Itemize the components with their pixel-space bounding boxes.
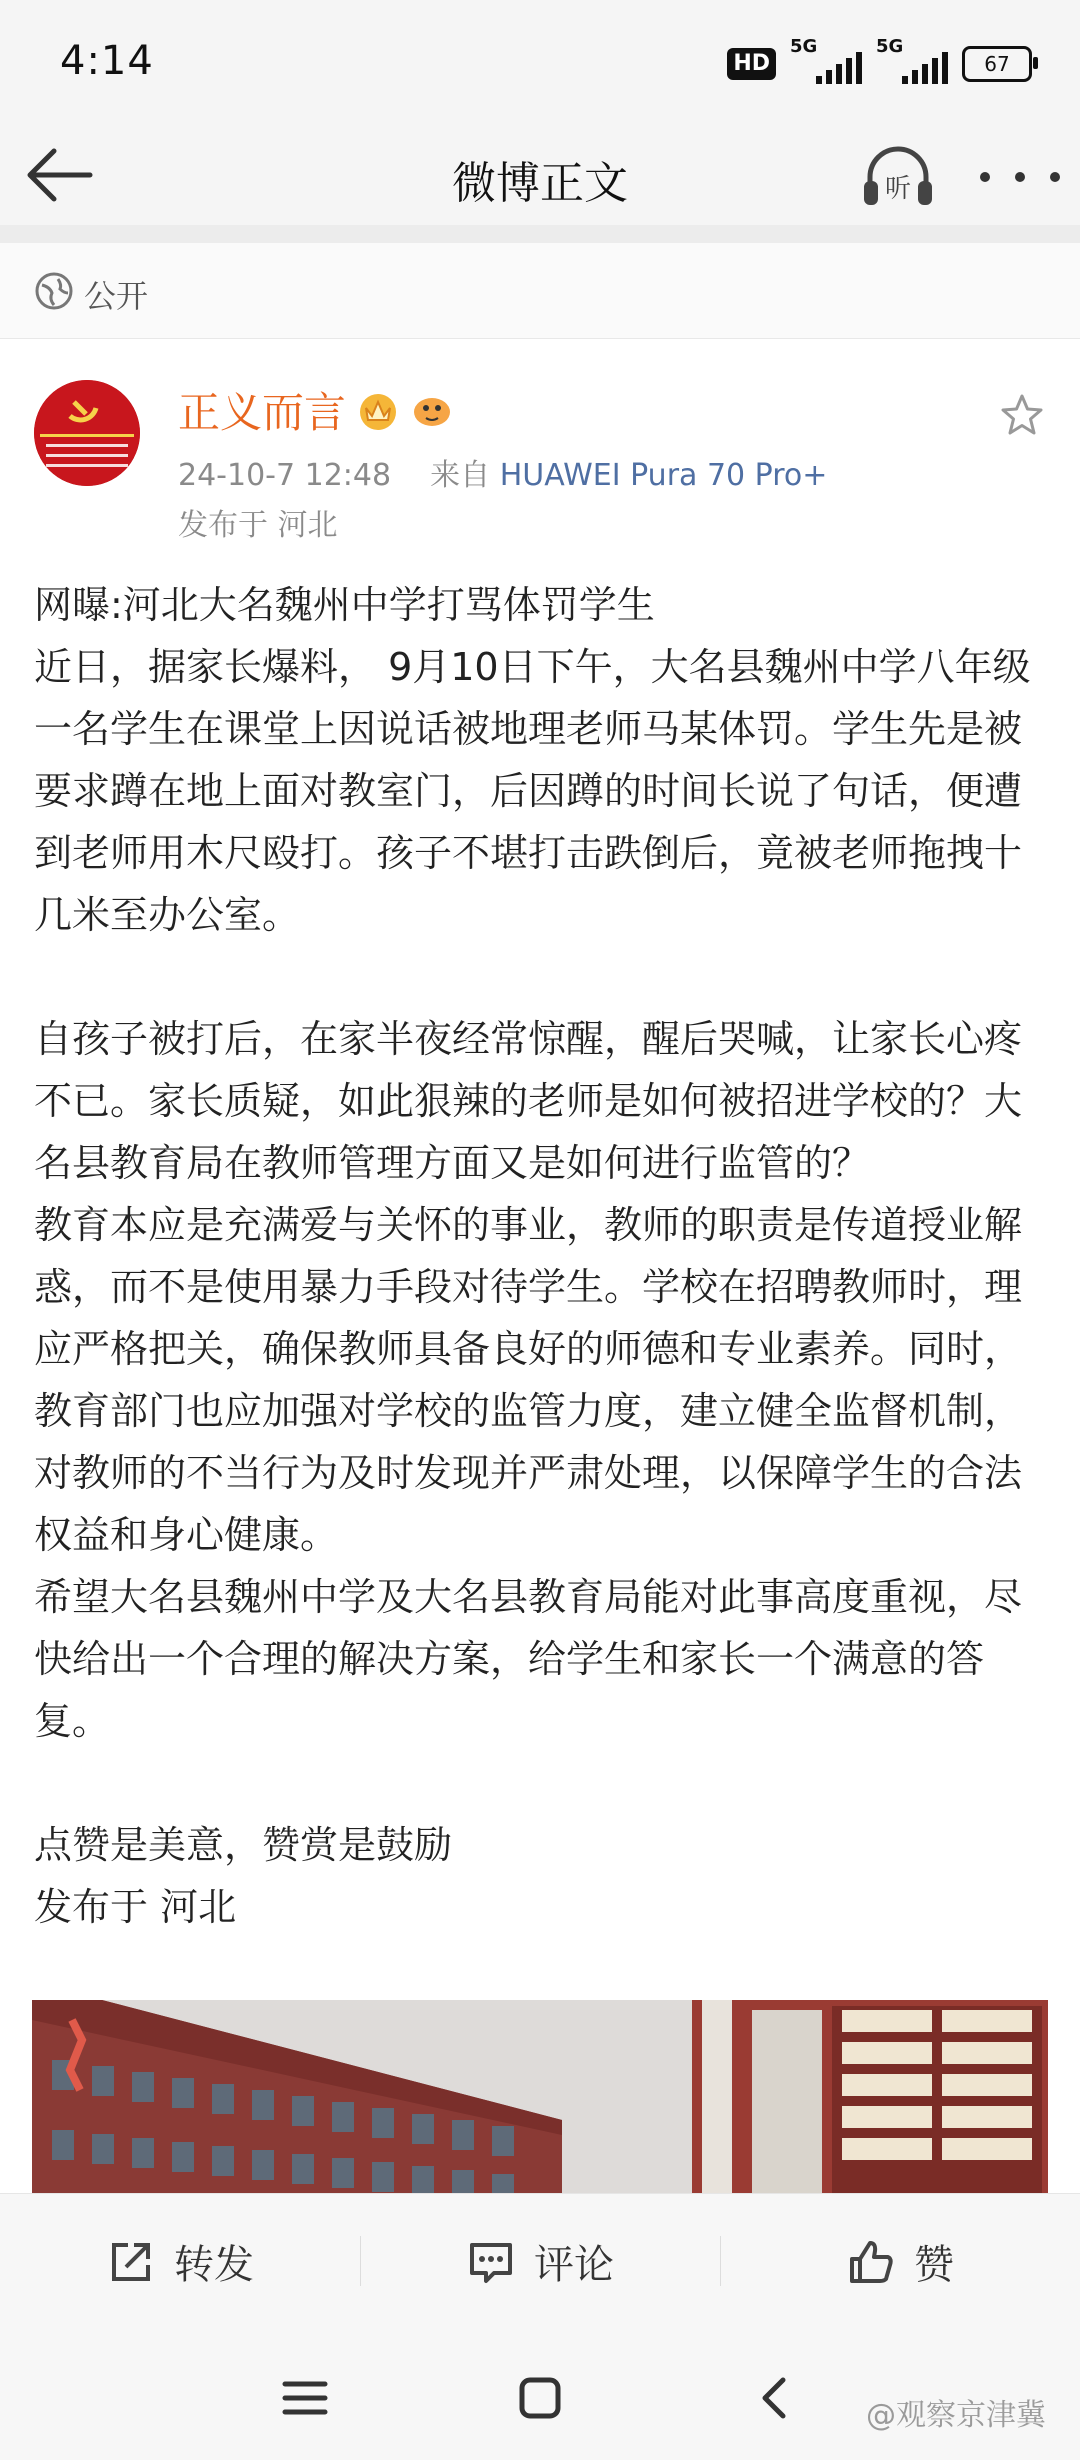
comment-icon [466,2237,516,2287]
post-body [34,574,1044,1938]
party-emblem-icon [34,380,140,486]
battery-icon [962,46,1032,82]
crown-badge-icon [356,388,400,432]
paragraph-gap [34,946,1044,1008]
post-paragraph: 网曝:河北大名魏州中学打骂体罚学生 [34,583,655,627]
like-label: 赞 [914,2242,954,2288]
action-bar [0,2193,1080,2329]
comment-label: 评论 [534,2242,614,2288]
visibility-row [0,243,1080,339]
post-location: 发布于 河北 [178,508,338,543]
status-bar [0,0,1080,125]
comment-button[interactable] [360,2194,720,2329]
hd-icon: HD [727,48,776,80]
repost-label: 转发 [174,2242,254,2288]
menu-icon[interactable] [275,2368,335,2428]
avatar[interactable] [34,380,140,486]
device-name: HUAWEI Pura 70 Pro+ [499,458,828,493]
status-indicators [727,36,1032,84]
paragraph-gap [34,1752,1044,1814]
back-triangle-icon[interactable] [745,2368,805,2428]
visibility-label: 公开 [84,277,149,315]
author-name[interactable]: 正义而言 [178,388,347,437]
signal-icon-2 [876,36,948,84]
header-divider [0,225,1080,243]
more-options-button[interactable] [980,147,1060,207]
repost-button[interactable] [0,2194,360,2329]
post-paragraph: 自孩子被打后，在家半夜经常惊醒，醒后哭喊，让家长心疼不已。家长质疑，如此狠辣的老师是如何被招进学校的？大名县教育局在教师管理方面又是如何进行监管的？ [34,1017,1023,1185]
status-time: 4:14 [60,38,154,84]
dot-icon [980,172,990,182]
battery-level: 67 [984,52,1010,76]
network-type-label-2: 5G [876,36,904,57]
post-paragraph: 近日，据家长爆料， 9月10日下午，大名县魏州中学八年级一名学生在课堂上因说话被地理老师马某体罚。学生先是被要求蹲在地上面对教室门，后因蹲的时间长说了句话，便遭到老师用木尺殴打。孩子不堪打击跌倒后，竟被老师拖拽十几米至办公室。 [34,645,1031,937]
dot-icon [1050,172,1060,182]
headphones-icon [858,141,938,211]
svg-text:听: 听 [884,174,912,204]
listen-button[interactable] [858,141,938,211]
globe-icon [34,271,74,311]
network-type-label: 5G [790,36,818,57]
source-prefix: 来自 [430,458,491,493]
like-button[interactable] [720,2194,1080,2329]
share-icon [106,2237,156,2287]
post-paragraph: 点赞是美意，赞赏是鼓励 [34,1823,453,1867]
top-app-bar [0,125,1080,225]
thumbs-up-icon [846,2237,896,2287]
page-title: 微博正文 [452,158,628,209]
signal-icon [790,36,862,84]
post-date: 24-10-7 12:48 [178,458,392,493]
post-paragraph: 发布于 河北 [34,1885,237,1929]
author-name-row [178,380,454,440]
fish-badge-icon [410,388,454,432]
home-square-icon[interactable] [510,2368,570,2428]
post-meta [178,450,827,494]
post-paragraph: 希望大名县魏州中学及大名县教育局能对此事高度重视，尽快给出一个合理的解决方案，给学生和家长一个满意的答复。 [34,1575,1023,1743]
watermark: @观察京津冀 [866,2398,1046,2433]
dot-icon [1015,172,1025,182]
post-paragraph: 教育本应是充满爱与关怀的事业，教师的职责是传道授业解惑，而不是使用暴力手段对待学生。学校在招聘教师时，理应严格把关，确保教师具备良好的师德和专业素养。同时，教育部门也应加强对学校的监管力度，建立健全监督机制，对教师的不当行为及时发现并严肃处理，以保障学生的合法权益和身心健康。 [34,1203,1023,1557]
star-icon[interactable] [998,392,1046,440]
